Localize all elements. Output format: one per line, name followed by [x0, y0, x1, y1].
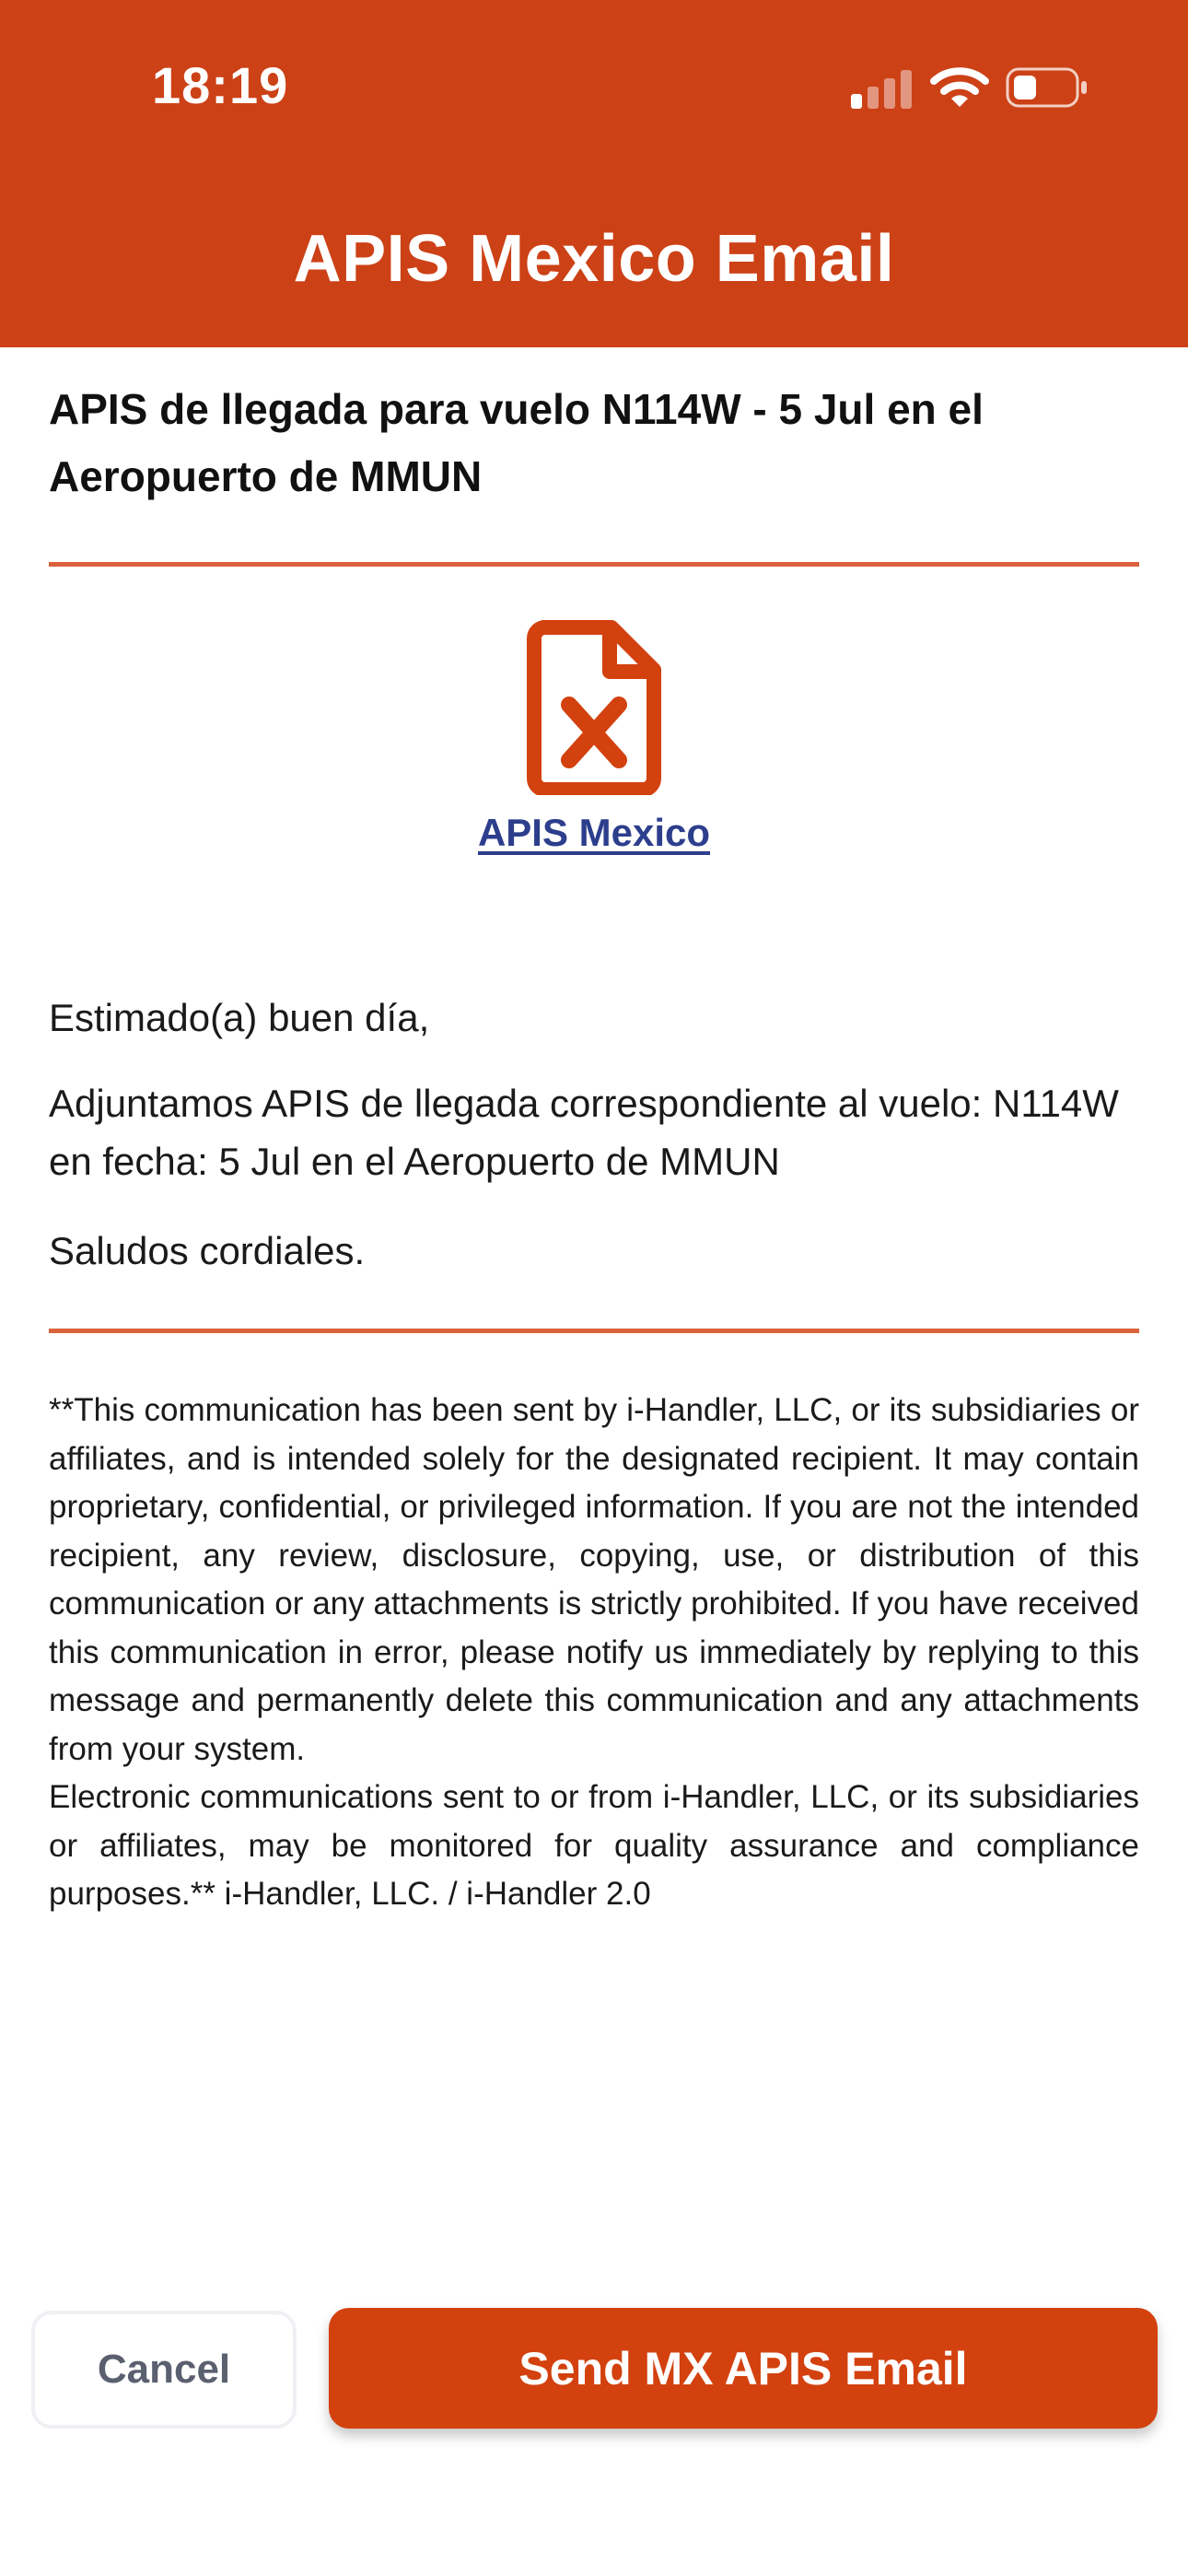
excel-file-icon[interactable] — [527, 620, 661, 795]
email-message: Adjuntamos APIS de llegada correspondiente al vuelo: N114W en fecha: 5 Jul en el Aeropuerto de MMUN — [49, 1082, 1119, 1183]
email-closing: Saludos cordiales. — [49, 1229, 366, 1272]
legal-disclaimer — [49, 1387, 1139, 1919]
wifi-icon — [930, 64, 989, 111]
battery-icon — [1006, 67, 1089, 108]
cancel-button[interactable]: Cancel — [31, 2311, 297, 2429]
disclaimer-paragraph: **This communication has been sent by i-Handler, LLC, or its subsidiaries or affiliates, and is intended solely for the designated recipient. It may contain proprietary, confidential, or privileged information. If you are not the intended recipient, any review, disclosure, copying, use, or distribution of this communication or any attachments is strictly prohibited. If you have received this communication in error, please notify us immediately by replying to this message and permanently delete this communication and any attachments from your system. — [49, 1392, 1139, 1767]
status-bar-time: 18:19 — [152, 56, 289, 114]
top-divider — [49, 562, 1139, 567]
cellular-signal-icon — [851, 68, 912, 109]
bottom-divider — [49, 1329, 1139, 1333]
send-email-button[interactable]: Send MX APIS Email — [329, 2308, 1158, 2429]
attachment-link[interactable]: APIS Mexico — [477, 811, 711, 854]
email-subject: APIS de llegada para vuelo N114W - 5 Jul en el Aeropuerto de MMUN — [49, 385, 984, 500]
email-greeting: Estimado(a) buen día, — [49, 996, 430, 1039]
app-header — [0, 0, 1188, 347]
page-title: APIS Mexico Email — [293, 222, 895, 296]
disclaimer-paragraph: Electronic communications sent to or from i-Handler, LLC, or its subsidiaries or affiliates, may be monitored for quality assurance and compliance purposes.** i-Handler, LLC. / i-Handler 2.0 — [49, 1779, 1139, 1912]
